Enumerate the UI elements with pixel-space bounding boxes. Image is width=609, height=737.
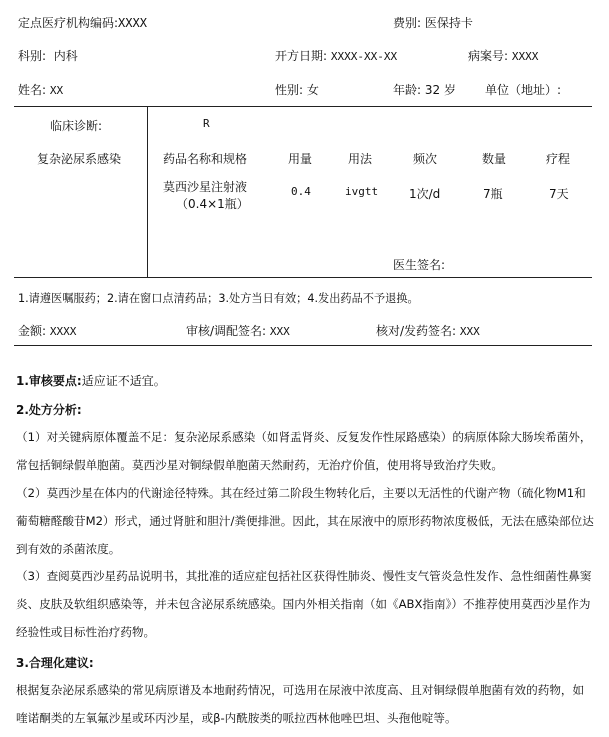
dept [18, 47, 78, 64]
org-code-label: 定点医疗机构编码: [18, 16, 119, 30]
date-label: 开方日期: [275, 49, 328, 63]
patient-name [18, 81, 63, 98]
footer-line [14, 345, 592, 346]
amount-value: XXXX [49, 325, 77, 338]
name-label: 姓名: [18, 83, 47, 97]
org-code [18, 14, 147, 31]
col-course: 疗程 [546, 152, 571, 166]
diagnosis-label: 临床诊断: [50, 119, 103, 133]
dept-label: 科别: [18, 49, 47, 63]
check-value: XXX [459, 325, 480, 338]
prescribe-date [275, 47, 397, 64]
case-no [468, 47, 538, 64]
amount-label: 金额: [18, 324, 47, 338]
col-quantity: 数量 [482, 152, 507, 166]
diagnosis-value: 复杂泌尿系感染 [37, 152, 122, 166]
prescription-notice: 1.请遵医嘱服药；2.请在窗口点清药品；3.处方当日有效；4.发出药品不予退换。 [18, 292, 419, 305]
drug-dose: 0.4 [291, 185, 311, 198]
table-bottom-line [14, 277, 592, 278]
col-frequency: 频次 [413, 152, 438, 166]
drug-quantity: 7瓶 [483, 187, 503, 201]
amount [18, 322, 76, 339]
date-value: XXXX-XX-XX [330, 50, 398, 63]
table-top-line [14, 106, 592, 107]
audit-point-title: 1.审核要点: [16, 374, 82, 388]
analysis-paragraph-1: （1）对关键病原体覆盖不足：复杂泌尿系感染（如肾盂肾炎、反复发作性尿路感染）的病原体除大肠埃希菌外，常包括铜绿假单胞菌。莫西沙星对铜绿假单胞菌天然耐药，无治疗价值，使用将导致治疗失败。 [16, 430, 592, 472]
review-value: XXX [269, 325, 290, 338]
fee-type [393, 14, 473, 31]
table-divider [147, 106, 148, 277]
col-drug: 药品名称和规格 [163, 152, 248, 166]
check-sign [376, 322, 480, 339]
rp-mark: R [203, 117, 210, 130]
drug-route: ivgtt [345, 185, 379, 198]
name-value: XX [49, 84, 64, 97]
fee-type-label: 费别: [393, 16, 422, 30]
analysis-paragraph-3: （3）查阅莫西沙星药品说明书，其批准的适应症包括社区获得性肺炎、慢性支气管炎急性发作、急性细菌性鼻窦炎、皮肤及软组织感染等，并未包含泌尿系统感染。国内外相关指南（如《ABX指南》）不推荐使用莫西沙星作为经验性或目标性治疗药物。 [16, 569, 592, 639]
review-sign [186, 322, 290, 339]
patient-sex [275, 81, 319, 98]
audit-point [16, 372, 166, 389]
drug-name: 莫西沙星注射液 [163, 180, 248, 194]
age-label: 年龄: [393, 83, 422, 97]
case-no-label: 病案号: [468, 49, 509, 63]
fee-type-value: 医保持卡 [424, 16, 473, 30]
analysis-title: 2.处方分析: [16, 403, 82, 417]
check-label: 核对/发药签名: [376, 324, 457, 338]
suggestion-paragraph: 根据复杂泌尿系感染的常见病原谱及本地耐药情况，可选用在尿液中浓度高、且对铜绿假单胞菌有效的药物，如喹诺酮类的左氧氟沙星或环丙沙星，或β-内酰胺类的哌拉西林他唑巴坦、头孢他啶等。 [16, 683, 585, 725]
col-route: 用法 [348, 152, 373, 166]
dept-value: 内科 [53, 49, 78, 63]
sex-label: 性别: [275, 83, 304, 97]
patient-age [393, 81, 456, 98]
analysis-paragraph-2: （2）莫西沙星在体内的代谢途径特殊。其在经过第二阶段生物转化后，主要以无活性的代谢产物（硫化物M1和葡萄糖醛酸苷M2）形式，通过肾脏和胆汁/粪便排泄。因此，其在尿液中的原形药物浓度极低，无法在感染部位达到有效的杀菌浓度。 [16, 486, 594, 556]
audit-point-text: 适应证不适宜。 [81, 374, 166, 388]
doctor-sign-label: 医生签名: [393, 258, 446, 272]
case-no-value: XXXX [511, 50, 539, 63]
patient-unit-label: 单位（地址）: [485, 83, 562, 97]
drug-frequency: 1次/d [409, 187, 441, 201]
drug-course: 7天 [549, 187, 569, 201]
age-value: 32 岁 [424, 83, 456, 97]
suggestion-title: 3.合理化建议: [16, 656, 94, 670]
review-label: 审核/调配签名: [186, 324, 267, 338]
col-dose: 用量 [288, 152, 313, 166]
org-code-value: XXXX [118, 16, 147, 30]
sex-value: 女 [306, 83, 319, 97]
drug-spec: （0.4×1瓶） [176, 197, 249, 211]
